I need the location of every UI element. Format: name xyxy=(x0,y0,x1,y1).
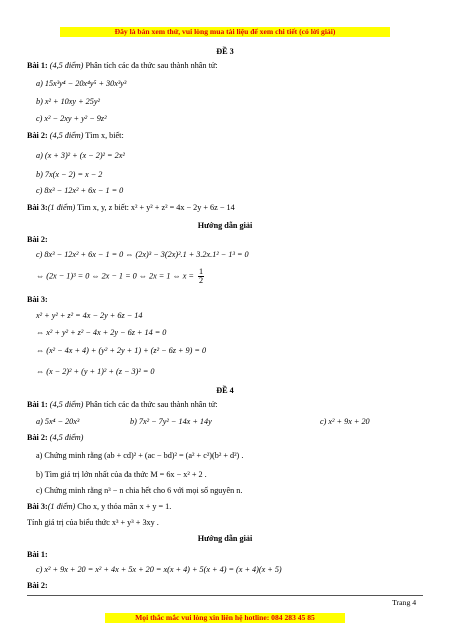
question-text: Phân tích các đa thức sau thành nhân tử: xyxy=(83,400,218,409)
points: (1 điểm) xyxy=(47,203,76,212)
de4-bai2-c: c) Chứng minh rằng n³ − n chia hết cho 6 với mọi số nguyên n. xyxy=(36,486,243,495)
bai-label: Bài 2: xyxy=(27,131,48,140)
bai-label: Bài 1: xyxy=(27,61,48,70)
bai-label: Bài 3: xyxy=(27,502,48,511)
de4-sol-bai1-c: c) x² + 9x + 20 = x² + 4x + 5x + 20 = x(x + 4) + 5(x + 4) = (x + 4)(x + 5) xyxy=(36,565,282,574)
de3-bai2-c: c) 8x³ − 12x² + 6x − 1 = 0 xyxy=(36,186,124,195)
fraction-numerator: 1 xyxy=(198,267,204,276)
de4-bai1-heading xyxy=(27,399,218,410)
equation-text: ⇔ (2x − 1)³ = 0 ⇔ 2x − 1 = 0 ⇔ 2x = 1 ⇔ x = xyxy=(36,271,194,281)
question-text: Tìm x, y, z biết: x² + y² + z² = 4x − 2y + 6z − 14 xyxy=(75,203,235,212)
preview-banner: Đây là bản xem thử, vui lòng mua tài liệu để xem chi tiết (có lời giải) xyxy=(60,27,390,37)
page-number: Trang 4 xyxy=(392,598,417,607)
de3-bai1-c: c) x² − 2xy + y² − 9z² xyxy=(36,114,107,123)
de4-bai1-a: a) 5x⁴ − 20x³ xyxy=(36,417,80,426)
question-text: Tìm x, biết: xyxy=(83,131,124,140)
sol-bai3-line4: ⇔ (x − 2)² + (y + 1)² + (z − 3)² = 0 xyxy=(36,367,155,376)
de4-bai1-c: c) x² + 9x + 20 xyxy=(320,417,370,426)
points: (1 điểm) xyxy=(47,502,76,511)
de4-bai1-b: b) 7x² − 7y² − 14x + 14y xyxy=(130,417,212,426)
bai-label: Bài 3: xyxy=(27,203,48,212)
de3-bai2-b: b) 7x(x − 2) = x − 2 xyxy=(36,170,103,179)
exam-title-de3: ĐỀ 3 xyxy=(216,47,234,56)
de4-bai2-a: a) Chứng minh rằng (ab + cd)² + (ac − bd)² = (a² + c²)(b² + d²) . xyxy=(36,451,244,460)
sol-bai2-c2 xyxy=(36,268,204,285)
de3-bai1-a: a) 15x³y⁴ − 20x⁴y⁵ + 30x³y³ xyxy=(36,79,127,88)
bai-label: Bài 2: xyxy=(27,433,48,442)
question-text: Cho x, y thỏa mãn x + y = 1. xyxy=(75,502,172,511)
points: (4,5 điểm) xyxy=(47,433,84,442)
sol-bai3-label: Bài 3: xyxy=(27,295,48,304)
de3-bai3-heading xyxy=(27,202,235,213)
footer-divider xyxy=(27,595,423,596)
bai-label: Bài 1: xyxy=(27,400,48,409)
de3-bai1-heading xyxy=(27,60,218,71)
fraction-denominator: 2 xyxy=(198,276,204,285)
de4-sol-bai1-label: Bài 1: xyxy=(27,550,48,559)
de4-bai3-text2: Tính giá trị của biểu thức x³ + y³ + 3xy . xyxy=(27,518,159,527)
guide-title-de3: Hướng dẫn giải xyxy=(197,221,253,230)
sol-bai3-line1: x² + y² + z² = 4x − 2y + 6z − 14 xyxy=(36,311,143,320)
fraction xyxy=(198,268,204,285)
sol-bai2-label: Bài 2: xyxy=(27,235,48,244)
de3-bai1-b: b) x² + 10xy + 25y² xyxy=(36,97,100,106)
de4-bai2-heading xyxy=(27,432,83,443)
exam-title-de4: ĐỀ 4 xyxy=(216,386,234,395)
de4-bai2-b: b) Tìm giá trị lớn nhất của đa thức M = 6x − x² + 2 . xyxy=(36,470,207,479)
de4-bai3-heading xyxy=(27,501,171,512)
points: (4,5 điểm) xyxy=(47,400,84,409)
sol-bai3-line3: ⇔ (x² − 4x + 4) + (y² + 2y + 1) + (z² − 6z + 9) = 0 xyxy=(36,346,207,355)
de3-bai2-a: a) (x + 3)² + (x − 2)² = 2x² xyxy=(36,151,125,160)
guide-title-de4: Hướng dẫn giải xyxy=(197,534,253,543)
question-text: Phân tích các đa thức sau thành nhân tử: xyxy=(83,61,218,70)
sol-bai3-line2: ⇔ x² + y² + z² − 4x + 2y − 6z + 14 = 0 xyxy=(36,328,167,337)
de3-bai2-heading xyxy=(27,130,124,141)
hotline-banner: Mọi thắc mắc vui lòng xin liên hệ hotline: 084 283 45 85 xyxy=(105,613,345,623)
points: (4,5 điểm) xyxy=(47,131,84,140)
points: (4,5 điểm) xyxy=(47,61,84,70)
sol-bai2-c: c) 8x³ − 12x² + 6x − 1 = 0 ⇔ (2x)³ − 3(2x)².1 + 3.2x.1² − 1³ = 0 xyxy=(36,250,249,259)
de4-sol-bai2-label: Bài 2: xyxy=(27,581,48,590)
